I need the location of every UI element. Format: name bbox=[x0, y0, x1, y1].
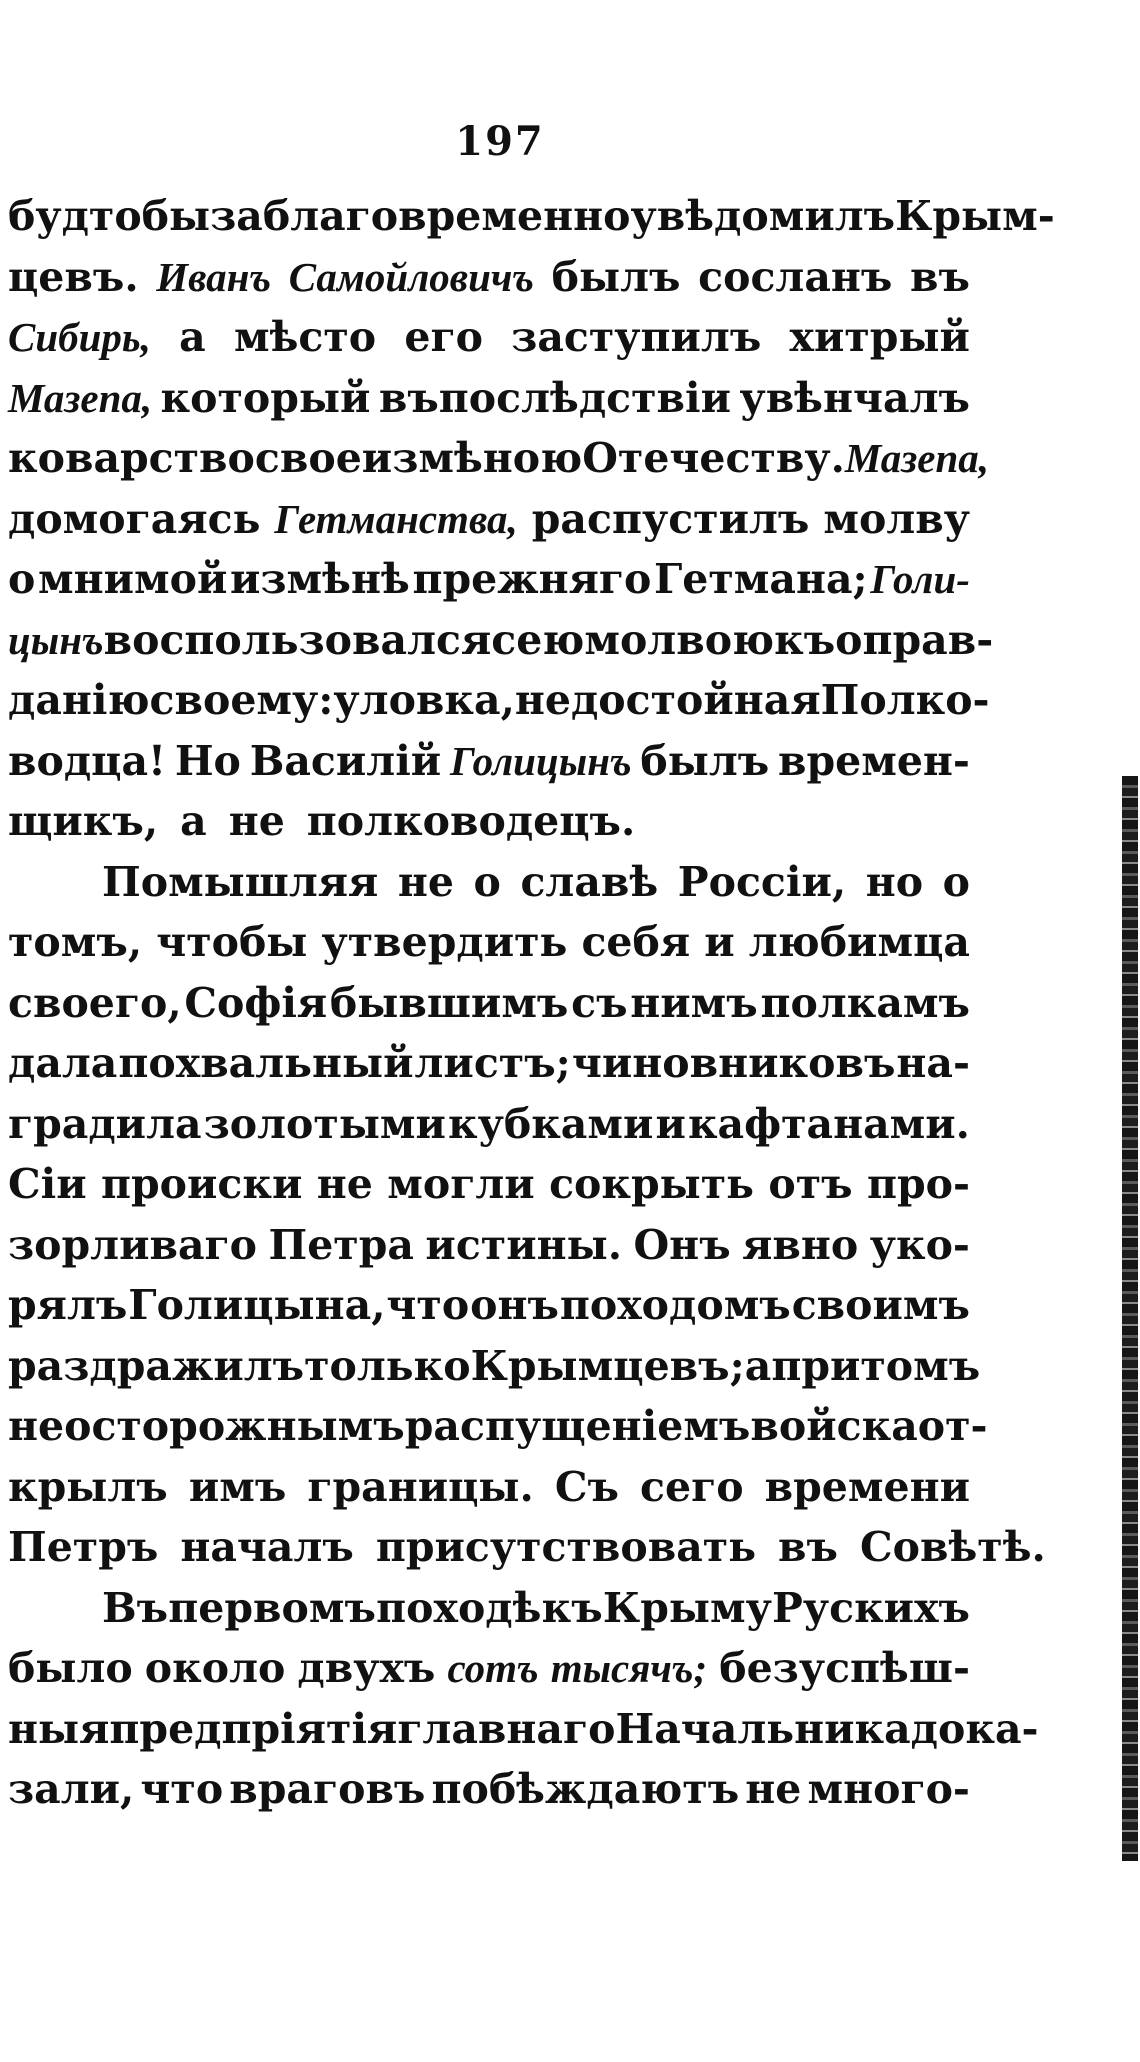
word: хитрый bbox=[789, 313, 970, 361]
word: въ bbox=[910, 252, 970, 301]
word: воспользовался bbox=[103, 615, 492, 664]
word: сокрыть bbox=[549, 1160, 754, 1208]
word: зорливаго bbox=[8, 1220, 258, 1269]
word: от- bbox=[917, 1402, 988, 1450]
word: домогаясь bbox=[8, 494, 261, 543]
text-line bbox=[8, 1154, 970, 1215]
text-line bbox=[8, 610, 994, 671]
text-line bbox=[8, 1094, 970, 1155]
italic-word: Мазепа, bbox=[844, 435, 990, 481]
word: молвою bbox=[584, 615, 775, 664]
text-line bbox=[8, 489, 970, 550]
word: полководецъ. bbox=[306, 797, 636, 845]
word: было bbox=[8, 1644, 133, 1692]
word: въпослѣдствіи bbox=[378, 373, 732, 422]
word: утвердить bbox=[321, 918, 568, 966]
text-line bbox=[8, 549, 970, 610]
word: мнимой bbox=[37, 555, 228, 603]
word: бывшимъ bbox=[329, 978, 569, 1027]
word: безуспѣш- bbox=[719, 1644, 970, 1692]
text-line bbox=[8, 1457, 970, 1518]
word: главнаго bbox=[397, 1704, 616, 1753]
word: могли bbox=[387, 1160, 535, 1208]
italic-word: цынъ bbox=[8, 616, 104, 663]
text-line bbox=[8, 186, 1055, 247]
word: недостойная bbox=[514, 676, 821, 724]
paragraph-first-line bbox=[8, 852, 970, 913]
text-line bbox=[8, 1699, 1039, 1760]
word: нимъ bbox=[630, 978, 758, 1027]
word: раздражилъ bbox=[8, 1341, 305, 1390]
word: онъ bbox=[470, 1281, 559, 1329]
word: Крыму bbox=[602, 1583, 772, 1632]
word: времени bbox=[764, 1462, 970, 1511]
word: а bbox=[744, 1341, 772, 1390]
word: который bbox=[160, 373, 371, 422]
text-line bbox=[8, 912, 970, 973]
word: времен- bbox=[777, 736, 970, 785]
word: присутствовать bbox=[375, 1523, 757, 1571]
word: и bbox=[655, 1099, 686, 1148]
word: щикъ, bbox=[8, 797, 159, 845]
text-line bbox=[8, 1638, 970, 1699]
word: заступилъ bbox=[511, 313, 762, 361]
word: распущеніемъ bbox=[404, 1402, 751, 1450]
word: цевъ. bbox=[8, 252, 139, 301]
scan-edge-shadow bbox=[1122, 776, 1138, 1861]
word: свое bbox=[254, 434, 362, 482]
italic-word: Иванъ bbox=[156, 253, 272, 300]
word: измѣнѣ bbox=[229, 555, 410, 603]
word: дока- bbox=[910, 1704, 1039, 1753]
word: и bbox=[704, 918, 735, 966]
word: побѣждаютъ bbox=[431, 1765, 740, 1813]
text-line bbox=[8, 1759, 970, 1820]
word: про- bbox=[866, 1160, 970, 1208]
word: къ bbox=[541, 1583, 603, 1632]
text-line bbox=[8, 670, 990, 731]
word: похвальный bbox=[118, 1039, 414, 1087]
word: Онъ bbox=[633, 1220, 731, 1269]
word: Начальника bbox=[615, 1704, 911, 1753]
word: въ bbox=[778, 1523, 838, 1571]
word: славѣ bbox=[520, 857, 659, 906]
italic-word: Голи- bbox=[870, 556, 970, 602]
text-line bbox=[8, 368, 970, 429]
word: оправ- bbox=[835, 615, 994, 664]
word: мѣсто bbox=[233, 313, 377, 361]
word: былъ bbox=[551, 252, 681, 301]
word: Россіи, bbox=[677, 857, 847, 906]
word: Полко- bbox=[820, 676, 990, 724]
word: кафтанами. bbox=[687, 1099, 970, 1148]
word: на- bbox=[896, 1039, 970, 1087]
word: полкамъ bbox=[760, 978, 970, 1027]
word: неосторожнымъ bbox=[8, 1402, 405, 1450]
word: данію bbox=[8, 676, 150, 724]
word: истины. bbox=[425, 1220, 622, 1269]
italic-word: тысячъ; bbox=[550, 1645, 708, 1691]
word: Гетмана; bbox=[654, 555, 868, 603]
word: войска bbox=[750, 1402, 918, 1450]
word: сосланъ bbox=[698, 252, 893, 301]
word: градила bbox=[8, 1099, 202, 1148]
word: а bbox=[179, 313, 206, 361]
text-line bbox=[8, 791, 970, 852]
word: не bbox=[228, 797, 285, 845]
word: а bbox=[180, 797, 207, 845]
italic-word: Самойловичъ bbox=[288, 253, 535, 300]
word: границы. bbox=[307, 1462, 534, 1511]
word: рялъ bbox=[8, 1281, 128, 1329]
paragraph-first-line bbox=[8, 1578, 970, 1639]
word: первомъ bbox=[168, 1583, 376, 1632]
word: много- bbox=[807, 1765, 970, 1813]
word: молву bbox=[823, 494, 970, 543]
word: Совѣтѣ. bbox=[860, 1523, 1046, 1571]
word: Съ bbox=[554, 1462, 619, 1511]
word: заблаговременно bbox=[210, 192, 631, 240]
text-line bbox=[8, 247, 970, 308]
word: Крымцевъ; bbox=[470, 1341, 745, 1390]
word: Петра bbox=[268, 1220, 414, 1269]
page-number: 197 bbox=[455, 118, 545, 165]
word: явно bbox=[742, 1220, 859, 1269]
word: уко- bbox=[869, 1220, 970, 1269]
word: сего bbox=[640, 1462, 744, 1511]
word: уловка, bbox=[333, 676, 515, 724]
word: къ bbox=[774, 615, 836, 664]
word: листъ; bbox=[414, 1039, 571, 1087]
word: Крым- bbox=[895, 192, 1055, 240]
word: прежняго bbox=[412, 555, 652, 603]
word: началъ bbox=[180, 1523, 354, 1571]
italic-word: Голицынъ bbox=[450, 737, 632, 784]
text-line bbox=[8, 1033, 970, 1094]
word: что bbox=[140, 1765, 224, 1813]
word: но bbox=[865, 857, 924, 906]
word: Василій bbox=[249, 736, 442, 785]
word: крылъ bbox=[8, 1462, 168, 1511]
word: Голицына, bbox=[128, 1281, 386, 1329]
word: своимъ bbox=[791, 1281, 970, 1329]
word: бы bbox=[141, 192, 211, 240]
word: происки bbox=[101, 1160, 303, 1208]
word: походомъ bbox=[559, 1281, 791, 1329]
word: двухъ bbox=[297, 1644, 436, 1692]
text-line bbox=[8, 1336, 981, 1397]
text-line bbox=[8, 1517, 1046, 1578]
word: около bbox=[144, 1644, 286, 1692]
text-line bbox=[8, 1275, 970, 1336]
text-line bbox=[8, 428, 990, 489]
word: себя bbox=[581, 918, 691, 966]
word: предпріятія bbox=[109, 1704, 398, 1753]
italic-word: сотъ bbox=[447, 1645, 539, 1691]
word: отъ bbox=[768, 1160, 853, 1208]
word: Петръ bbox=[8, 1523, 159, 1571]
word: увѣнчалъ bbox=[739, 373, 970, 422]
word: походѣ bbox=[376, 1583, 542, 1632]
word: о bbox=[942, 857, 970, 906]
text-line bbox=[8, 973, 970, 1034]
word: Отечеству. bbox=[582, 434, 845, 482]
word: Рускихъ bbox=[772, 1583, 970, 1632]
word: будто bbox=[8, 192, 142, 240]
word: томъ, bbox=[8, 918, 143, 966]
word: любимца bbox=[748, 918, 970, 966]
word: дала bbox=[8, 1039, 118, 1087]
word: сею bbox=[491, 615, 585, 664]
italic-word: Сибирь, bbox=[8, 314, 151, 360]
word: враговъ bbox=[229, 1765, 426, 1813]
word: Сіи bbox=[8, 1160, 87, 1208]
word: съ bbox=[571, 978, 628, 1027]
word: притомъ bbox=[771, 1341, 981, 1390]
word: Но bbox=[174, 736, 241, 785]
word: о bbox=[8, 555, 36, 603]
word: не bbox=[316, 1160, 373, 1208]
word: коварство bbox=[8, 434, 255, 482]
word: своему: bbox=[149, 676, 334, 724]
word: не bbox=[745, 1765, 802, 1813]
word: измѣною bbox=[361, 434, 583, 482]
word: увѣдомилъ bbox=[630, 192, 896, 240]
word: Въ bbox=[102, 1583, 169, 1632]
word: о bbox=[473, 857, 501, 906]
word: чиновниковъ bbox=[571, 1039, 896, 1087]
word: кубками bbox=[448, 1099, 654, 1148]
word: только bbox=[304, 1341, 471, 1390]
word: Помышляя bbox=[102, 857, 379, 906]
text-line bbox=[8, 307, 970, 368]
word: золотыми bbox=[203, 1099, 446, 1148]
text-line bbox=[8, 1215, 970, 1276]
word: что bbox=[386, 1281, 470, 1329]
word: распустилъ bbox=[531, 494, 810, 543]
word: зали, bbox=[8, 1765, 135, 1813]
word: его bbox=[404, 313, 483, 361]
italic-word: Гетманства, bbox=[274, 495, 518, 542]
word: былъ bbox=[640, 736, 770, 785]
word: Софія bbox=[184, 978, 328, 1027]
word: имъ bbox=[188, 1462, 287, 1511]
word: чтобы bbox=[156, 918, 308, 966]
body-text bbox=[8, 186, 1055, 1820]
word: ныя bbox=[8, 1704, 110, 1753]
italic-word: Мазепа, bbox=[8, 374, 153, 421]
text-line bbox=[8, 1396, 988, 1457]
word: своего, bbox=[8, 978, 182, 1027]
word: водца! bbox=[8, 736, 167, 785]
word: не bbox=[397, 857, 454, 906]
text-line bbox=[8, 731, 970, 792]
